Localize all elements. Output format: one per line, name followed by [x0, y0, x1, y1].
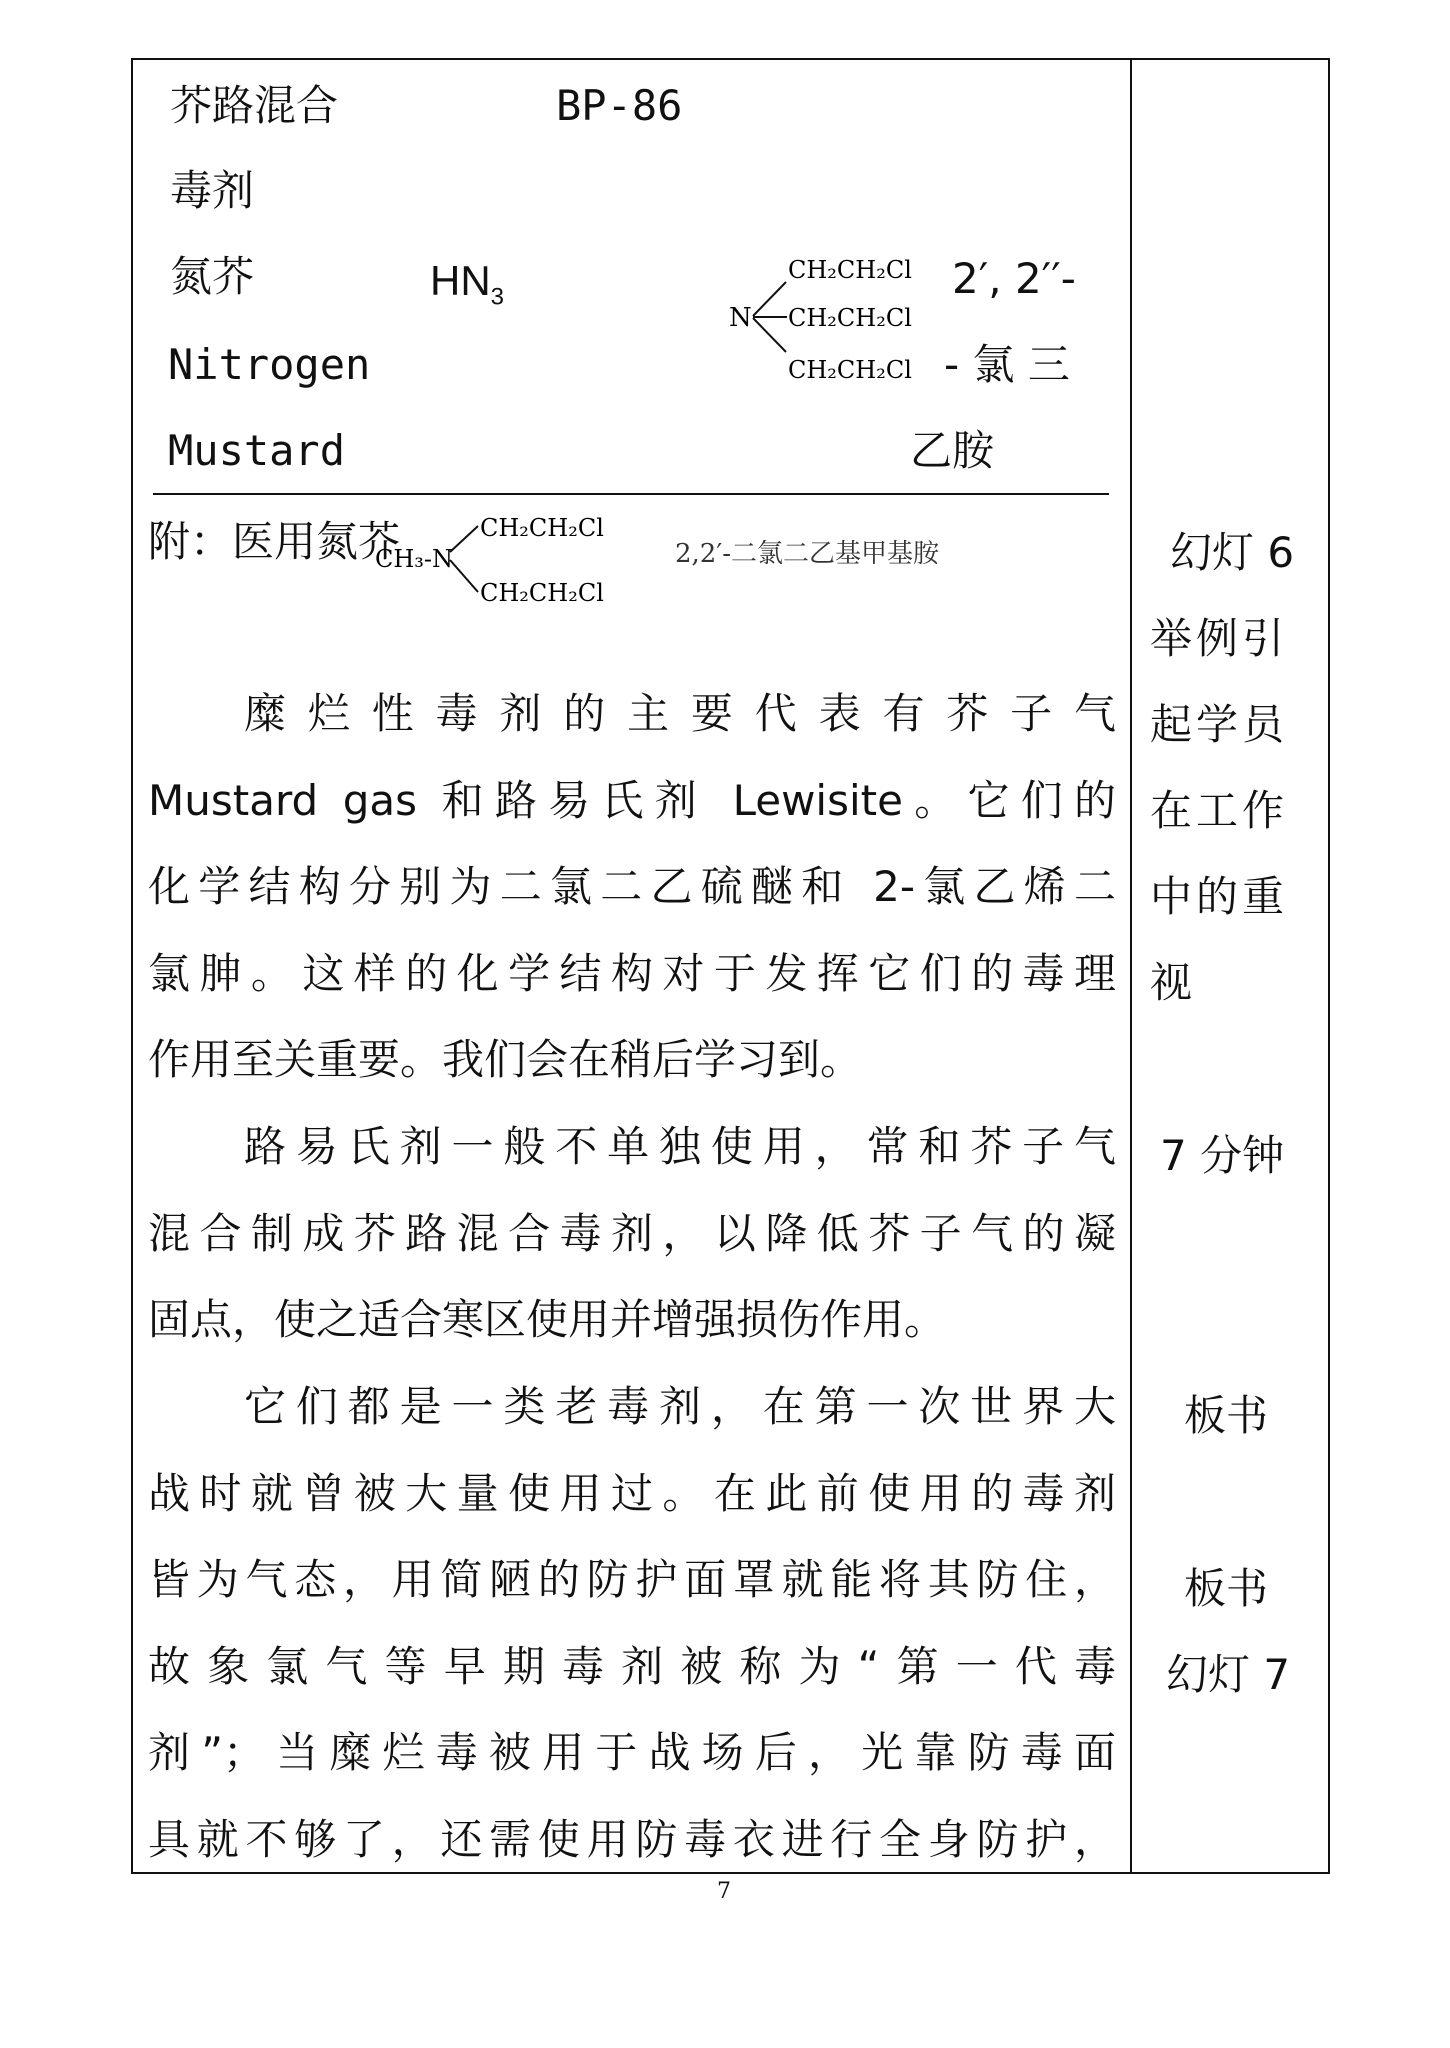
row3-iupac-c: 乙胺: [910, 426, 995, 475]
page-number: 7: [717, 1879, 731, 1904]
column-divider: [1130, 58, 1132, 1874]
paragraph-line: 皆为气态，用简陋的防护面罩就能将其防住，: [148, 1555, 1116, 1604]
paragraph-line: 路易氏剂一般不单独使用，常和芥子气: [244, 1122, 1116, 1171]
paragraph-line: 糜烂性毒剂的主要代表有芥子气: [244, 689, 1116, 738]
appendix-chain-1: CH₂CH₂Cl: [480, 514, 604, 542]
side-board-2: 板书: [1184, 1564, 1269, 1613]
side-note-line: 起学员: [1150, 700, 1289, 749]
paragraph-line: 固点，使之适合寒区使用并增强损伤作用。: [148, 1295, 947, 1344]
medical-nitrogen-mustard-structure: [370, 508, 640, 612]
paragraph-line: 它们都是一类老毒剂，在第一次世界大: [244, 1382, 1116, 1431]
hn3-nitrogen: N: [729, 303, 752, 333]
row4-english: Nitrogen: [168, 340, 371, 389]
appendix-prefix: CH₃-N: [375, 545, 454, 573]
side-note-line: 幻灯 6: [1170, 528, 1295, 577]
appendix-chain-2: CH₂CH₂Cl: [480, 579, 604, 607]
side-slide-7: 幻灯 7: [1166, 1650, 1291, 1699]
paragraph-line: 战时就曾被大量使用过。在此前使用的毒剂: [148, 1468, 1116, 1518]
row3-name: 氮芥: [170, 252, 255, 301]
row5-english: Mustard: [168, 426, 346, 475]
side-note-line: 中的重: [1150, 872, 1289, 921]
section-divider: [153, 493, 1109, 495]
row3-iupac-a: 2′, 2′′-: [952, 254, 1076, 303]
row2-name: 毒剂: [170, 166, 255, 215]
row1-name: 芥路混合: [170, 81, 339, 130]
hn3-chain-1: CH₂CH₂Cl: [788, 256, 912, 284]
row3-code: $HN_3$: [430, 257, 505, 311]
hn3-chain-3: CH₂CH₂Cl: [788, 356, 912, 384]
paragraph-1: [148, 671, 1116, 1104]
paragraph-line: 具就不够了，还需使用防毒衣进行全身防护，: [148, 1814, 1116, 1864]
paragraph-3: [148, 1364, 1116, 1883]
side-board-1: 板书: [1184, 1391, 1269, 1440]
paragraph-line: Mustard gas 和路易氏剂 Lewisite。它们的: [148, 775, 1116, 825]
side-note-line: 在工作: [1150, 786, 1289, 835]
appendix-label: 附：医用氮芥: [148, 517, 401, 566]
hn3-structure: [725, 248, 935, 394]
appendix-compound-name: 2,2′-二氯二乙基甲基胺: [675, 539, 940, 569]
row3-iupac-b: - 氯 三: [944, 340, 1070, 389]
paragraph-line: 故象氯气等早期毒剂被称为“第一代毒: [148, 1641, 1116, 1691]
paragraph-line: 剂”；当糜烂毒被用于战场后，光靠防毒面: [148, 1728, 1116, 1777]
paragraph-line: 作用至关重要。我们会在稍后学习到。: [148, 1035, 863, 1084]
row1-code: BP-86: [556, 81, 683, 130]
side-time: 7 分钟: [1160, 1131, 1285, 1180]
paragraph-line: 化学结构分别为二氯二乙硫醚和 2-氯乙烯二: [148, 862, 1116, 911]
paragraph-line: 氯胂。这样的化学结构对于发挥它们的毒理: [148, 948, 1116, 998]
paragraph-line: 混合制成芥路混合毒剂，以降低芥子气的凝: [148, 1208, 1116, 1258]
paragraph-2: [148, 1104, 1116, 1364]
side-note-line: 举例引: [1150, 614, 1289, 663]
side-note-line: 视: [1150, 958, 1193, 1007]
hn3-chain-2: CH₂CH₂Cl: [788, 304, 912, 332]
